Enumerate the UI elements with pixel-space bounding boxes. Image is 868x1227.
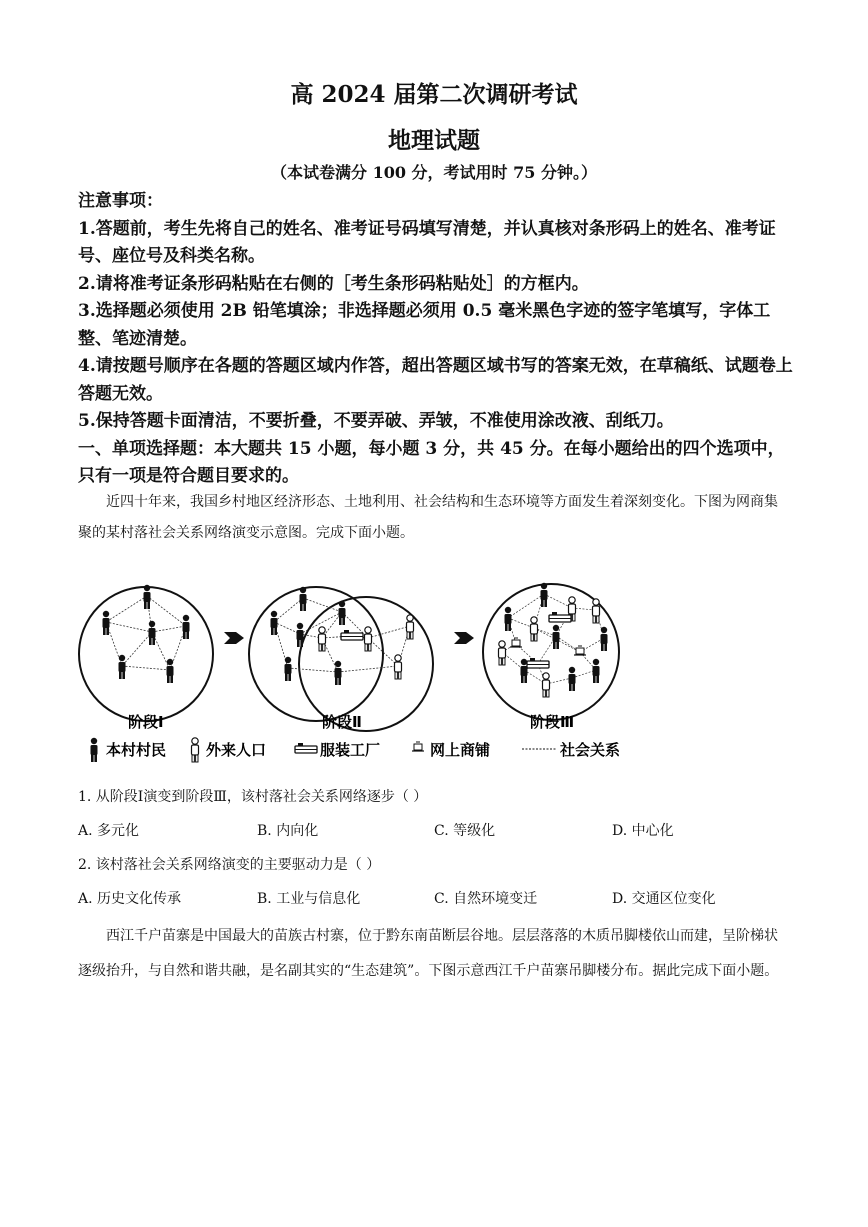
legend-label: 社会关系 [560,741,621,759]
stage-label: 阶段Ⅰ [128,713,164,731]
exam-info: （本试卷满分 100 分，考试用时 75 分钟。） [271,163,597,182]
shop-icon [412,742,424,751]
stage-2-diagram [249,587,433,731]
outsider-icon [192,738,199,762]
stage-3-diagram [483,583,619,720]
factory-icon [295,743,317,753]
q2-option-b[interactable]: B. 工业与信息化 [257,891,361,907]
figure-legend [91,738,621,762]
legend-label: 外来人口 [206,741,267,759]
notice-item: 3.选择题必须使用 2B 铅笔填涂；非选择题必须用 0.5 毫米黑色字迹的签字笔填写，字体工整、笔迹清楚。 [78,301,771,349]
arrow-icon [454,632,474,644]
subject-title: 地理试题 [388,127,480,154]
notice-item: 1.答题前，考生先将自己的姓名、准考证号码填写清楚，并认真核对条形码上的姓名、准考证号、座位号及科类名称。 [78,218,776,266]
question-1-stem: 1. 从阶段Ⅰ演变到阶段Ⅲ，该村落社会关系网络逐步（ ） [78,789,428,805]
q1-option-a[interactable]: A. 多元化 [78,823,140,839]
question-2-stem: 2. 该村落社会关系网络演变的主要驱动力是（ ） [78,857,381,873]
q2-option-d[interactable]: D. 交通区位变化 [612,891,716,907]
q1-option-d[interactable]: D. 中心化 [612,823,674,839]
stage-1-diagram [79,585,213,721]
legend-label: 本村村民 [106,741,167,759]
notice-heading: 注意事项： [78,191,163,211]
legend-label: 网上商铺 [430,741,491,759]
passage-2: 西江千户苗寨是中国最大的苗族古村寨，位于黔东南苗断层谷地。层层落落的木质吊脚楼依山而建，呈阶梯状逐级抬升，与自然和谐共融，是名副其实的“生态建筑”。下图示意西江千户苗寨吊脚楼分布。据此完成下面小题。 [78,928,779,979]
notice-block [78,188,794,491]
q1-option-c[interactable]: C. 等级化 [434,823,496,839]
villager-icon [91,738,98,762]
notice-item: 4.请按题号顺序在各题的答题区域内作答，超出答题区域书写的答案无效，在草稿纸、试题卷上答题无效。 [78,356,793,404]
notice-item: 5.保持答题卡面清洁，不要折叠，不要弄破、弄皱，不准使用涂改液、刮纸刀。 [78,411,674,431]
passage-1: 近四十年来，我国乡村地区经济形态、土地利用、社会结构和生态环境等方面发生着深刻变化。下图为网商集聚的某村落社会关系网络演变示意图。完成下面小题。 [78,494,778,541]
stage-label: 阶段Ⅱ [322,713,362,731]
section-heading: 一、单项选择题：本大题共 15 小题，每小题 3 分，共 45 分。在每小题给出的四个选项中，只有一项是符合题目要求的。 [78,438,785,486]
q1-option-b[interactable]: B. 内向化 [257,823,319,839]
arrow-icon [224,632,244,644]
q2-option-c[interactable]: C. 自然环境变迁 [434,891,538,907]
social-network-figure [76,566,636,766]
legend-label: 服装工厂 [320,741,381,759]
exam-title: 高 2024 届第二次调研考试 [290,81,578,108]
notice-item: 2.请将准考证条形码粘贴在右侧的［考生条形码粘贴处］的方框内。 [78,273,589,294]
stage-label: 阶段Ⅲ [530,713,575,731]
q2-option-a[interactable]: A. 历史文化传承 [78,891,182,907]
